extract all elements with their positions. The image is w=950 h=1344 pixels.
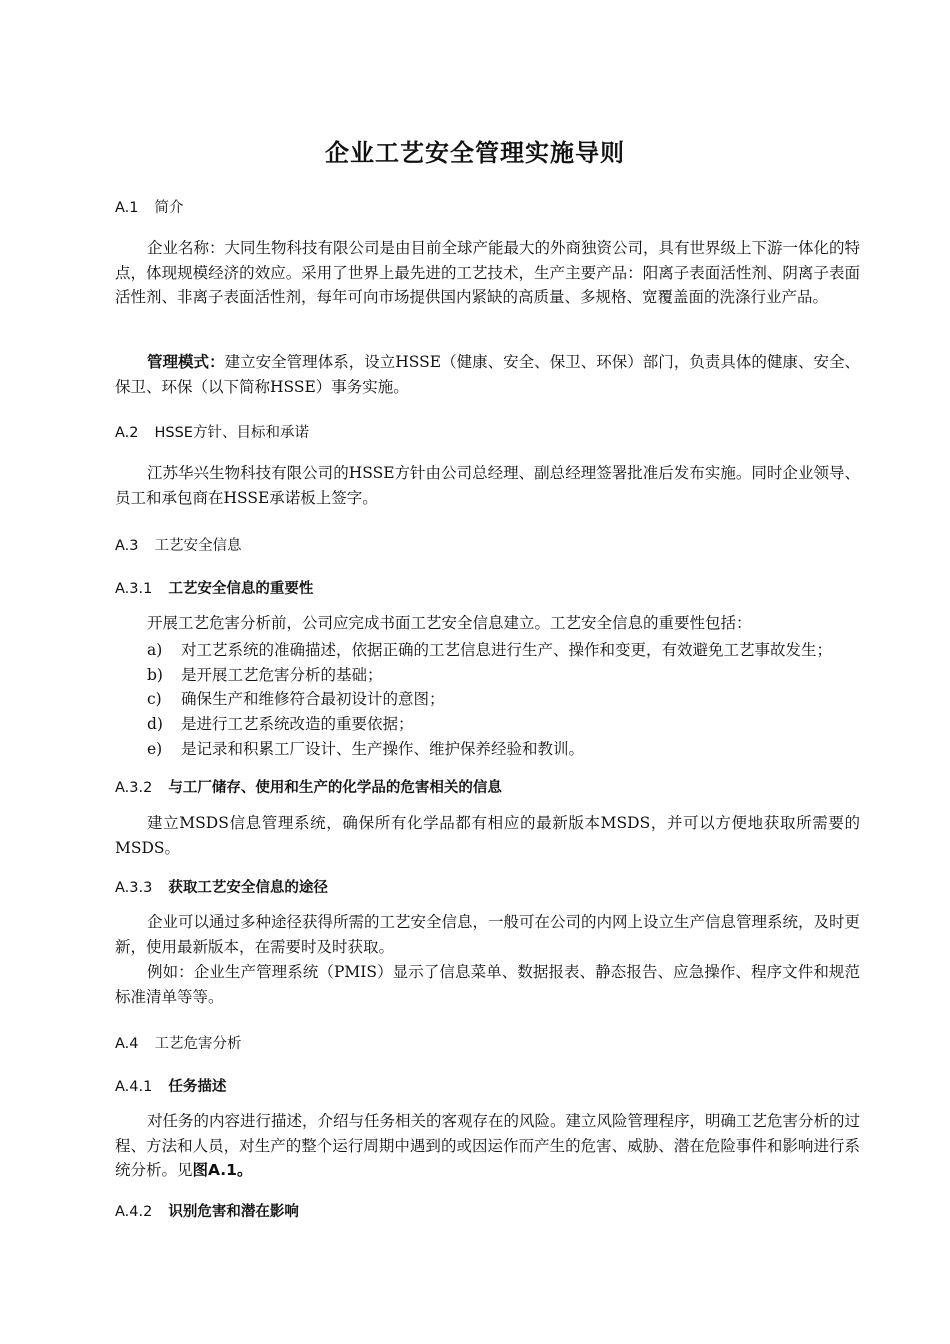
section-number: A.2 bbox=[115, 425, 139, 441]
list-text: 对工艺系统的准确描述，依据正确的工艺信息进行生产、操作和变更，有效避免工艺事故发生； bbox=[181, 641, 833, 659]
paragraph-company-intro: 企业名称：大同生物科技有限公司是由目前全球产能最大的外商独资公司，具有世界级上下游一体化的特点，体现规模经济的效应。采用了世界上最先进的工艺技术，生产主要产品：阳离子表面活性剂、阴离子表面活性剂、非离子表面活性剂，每年可向市场提供国内紧缺的高质量、多规格、宽覆盖面的洗涤行业产品。 bbox=[115, 239, 861, 306]
list-text: 是开展工艺危害分析的基础； bbox=[181, 666, 383, 684]
list-marker: d) bbox=[147, 715, 163, 733]
list-marker: c) bbox=[147, 690, 162, 708]
paragraph-lead: 管理模式： bbox=[147, 353, 225, 371]
document-title: 企业工艺安全管理实施导则 bbox=[325, 139, 625, 167]
section-number: A.4.2 bbox=[115, 1204, 153, 1220]
paragraph-hsse-policy: 江苏华兴生物科技有限公司的HSSE方针由公司总经理、副总经理签署批准后发布实施。同时企业领导、员工和承包商在HSSE承诺板上签字。 bbox=[115, 464, 860, 507]
list-marker: e) bbox=[147, 740, 163, 758]
section-title: 任务描述 bbox=[168, 1079, 227, 1095]
figure-reference: 图A.1。 bbox=[192, 1161, 253, 1179]
section-title: 简介 bbox=[154, 200, 184, 216]
section-heading-a41 bbox=[115, 1075, 226, 1096]
section-heading-a3 bbox=[115, 534, 242, 555]
paragraph-info-channels: 企业可以通过多种途径获得所需的工艺安全信息，一般可在公司的内网上设立生产信息管理系统，及时更新，使用最新版本，在需要时及时获取。 bbox=[115, 913, 861, 956]
section-heading-a1 bbox=[115, 196, 184, 217]
paragraph-text: 建立安全管理体系，设立HSSE（健康、安全、保卫、环保）部门，负责具体的健康、安全、保卫、环保（以下简称HSSE）事务实施。 bbox=[115, 353, 860, 396]
section-title: 识别危害和潜在影响 bbox=[168, 1204, 299, 1220]
section-number: A.3.1 bbox=[115, 581, 153, 597]
section-number: A.3 bbox=[115, 538, 139, 554]
list-text: 是进行工艺系统改造的重要依据； bbox=[181, 715, 414, 733]
paragraph-msds: 建立MSDS信息管理系统，确保所有化学品都有相应的最新版本MSDS，并可以方便地获取所需要的MSDS。 bbox=[115, 814, 860, 857]
section-number: A.3.3 bbox=[115, 880, 153, 896]
paragraph-management-mode bbox=[115, 350, 860, 399]
section-heading-a4 bbox=[115, 1032, 242, 1053]
list-item bbox=[147, 663, 383, 685]
section-heading-a2 bbox=[115, 421, 309, 442]
section-heading-a32 bbox=[115, 776, 502, 797]
section-number: A.1 bbox=[115, 200, 139, 216]
list-marker: a) bbox=[147, 641, 163, 659]
paragraph-text: 对任务的内容进行描述，介绍与任务相关的客观存在的风险。建立风险管理程序，明确工艺危害分析的过程、方法和人员，对生产的整个运行周期中遇到的或因运作而产生的危害、威胁、潜在危险事件和影响进行系统分析。见 bbox=[115, 1112, 861, 1179]
paragraph-task-description bbox=[115, 1109, 860, 1183]
list-item bbox=[147, 737, 584, 759]
section-title: 工艺安全信息的重要性 bbox=[168, 581, 314, 597]
list-item bbox=[147, 638, 832, 660]
section-title: 工艺危害分析 bbox=[154, 1036, 242, 1052]
section-title: 与工厂储存、使用和生产的化学品的危害相关的信息 bbox=[168, 780, 502, 796]
section-title: 工艺安全信息 bbox=[154, 538, 242, 554]
list-text: 是记录和积累工厂设计、生产操作、维护保养经验和教训。 bbox=[181, 740, 585, 758]
section-title: 获取工艺安全信息的途径 bbox=[168, 880, 328, 896]
paragraph-pmis-example: 例如：企业生产管理系统（PMIS）显示了信息菜单、数据报表、静态报告、应急操作、程序文件和规范标准清单等等。 bbox=[115, 963, 860, 1006]
section-number: A.4 bbox=[115, 1036, 139, 1052]
list-item bbox=[147, 687, 445, 709]
section-heading-a31 bbox=[115, 577, 313, 598]
section-heading-a33 bbox=[115, 876, 328, 897]
section-title: HSSE方针、目标和承诺 bbox=[154, 425, 309, 441]
paragraph-importance-intro: 开展工艺危害分析前，公司应完成书面工艺安全信息建立。工艺安全信息的重要性包括： bbox=[147, 614, 752, 632]
list-item bbox=[147, 712, 414, 734]
section-heading-a42 bbox=[115, 1200, 299, 1221]
section-number: A.4.1 bbox=[115, 1079, 153, 1095]
list-text: 确保生产和维修符合最初设计的意图； bbox=[181, 690, 445, 708]
section-number: A.3.2 bbox=[115, 780, 153, 796]
list-marker: b) bbox=[147, 666, 163, 684]
